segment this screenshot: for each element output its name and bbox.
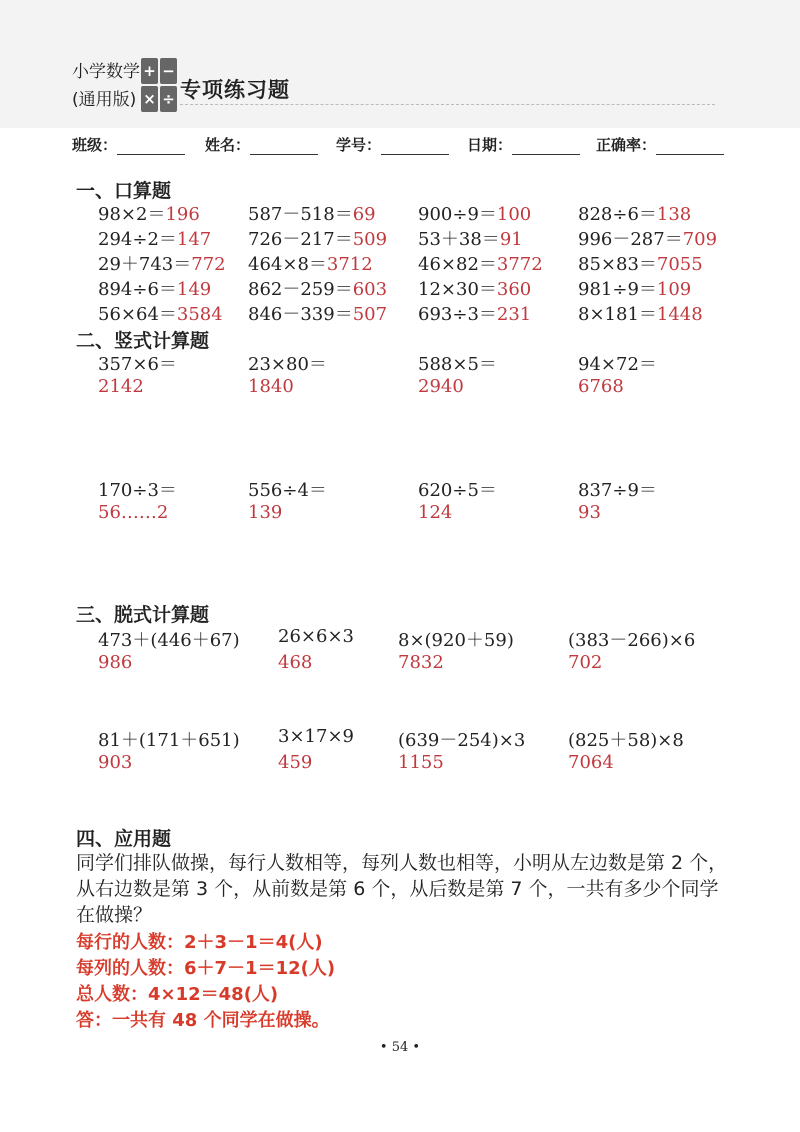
oral-answer: 509 [352, 229, 388, 250]
offhand-answer: 7832 [398, 652, 444, 673]
oral-answer: 138 [656, 204, 692, 225]
oral-answer: 772 [191, 254, 226, 275]
oral-item [248, 200, 376, 226]
class-blank[interactable] [117, 138, 185, 155]
oral-question: 53＋38＝ [418, 229, 500, 250]
oral-question: 587－518＝ [248, 204, 353, 225]
offhand-answer: 468 [278, 652, 313, 673]
oral-answer: 7055 [656, 254, 703, 275]
oral-item [248, 225, 387, 251]
oral-item [248, 275, 387, 301]
offhand-question: 8×(920＋59) [398, 630, 514, 651]
vertical-answer: 2940 [418, 376, 464, 397]
oral-question: 900÷9＝ [418, 204, 497, 225]
oral-question: 726－217＝ [248, 229, 353, 250]
vertical-question: 94×72＝ [578, 354, 657, 375]
offhand-answer: 702 [568, 652, 603, 673]
student-id-blank[interactable] [381, 138, 449, 155]
name-label: 姓名： [205, 136, 251, 154]
oral-question: 85×83＝ [578, 254, 657, 275]
offhand-question: (639－254)×3 [398, 730, 526, 751]
offhand-answer: 986 [98, 652, 133, 673]
page-header [0, 0, 800, 128]
vertical-answer: 124 [418, 502, 453, 523]
oral-item [578, 250, 703, 276]
section-oral-title: 一、口算题 [76, 180, 172, 202]
oral-answer: 603 [352, 279, 388, 300]
offhand-question: 3×17×9 [278, 726, 354, 747]
brand-line-1: 小学数学 [72, 62, 140, 82]
oral-item [98, 250, 226, 276]
oral-item [418, 200, 531, 226]
section-offhand-title: 三、脱式计算题 [76, 604, 210, 626]
solution-answer: 答：一共有 48 个同学在做操。 [76, 1010, 330, 1031]
oral-item [248, 250, 373, 276]
series-title: 专项练习题 [180, 78, 290, 102]
oral-answer: 69 [352, 204, 376, 225]
page-number: • 54 • [379, 1040, 421, 1055]
vertical-question: 357×6＝ [98, 354, 177, 375]
student-id-field[interactable] [336, 134, 449, 155]
oral-question: 862－259＝ [248, 279, 353, 300]
oral-question: 981÷9＝ [578, 279, 657, 300]
header-divider [180, 104, 715, 105]
student-id-label: 学号： [336, 136, 382, 154]
oral-item [98, 300, 223, 326]
oral-item [578, 225, 717, 251]
oral-question: 846－339＝ [248, 304, 353, 325]
vertical-question: 837÷9＝ [578, 480, 657, 501]
offhand-question: (825＋58)×8 [568, 730, 684, 751]
date-field[interactable] [467, 134, 580, 155]
word-problem-text: 同学们排队做操，每行人数相等，每列人数也相等，小明从左边数是第 2 个，从右边数是第 3 个，从前数是第 6 个，从后数是第 7 个，一共有多少个同学在做操？ [76, 852, 728, 926]
operator-icons [141, 58, 177, 112]
oral-item [578, 275, 691, 301]
offhand-answer: 459 [278, 752, 313, 773]
vertical-question: 588×5＝ [418, 354, 497, 375]
vertical-question: 556÷4＝ [248, 480, 327, 501]
accuracy-field[interactable] [596, 134, 724, 155]
offhand-question: 473＋(446＋67) [98, 630, 240, 651]
brand-title [72, 58, 140, 114]
oral-question: 464×8＝ [248, 254, 327, 275]
solution-line-1: 每行的人数：2＋3－1＝4(人) [76, 932, 323, 953]
oral-answer: 147 [176, 229, 212, 250]
oral-answer: 91 [499, 229, 523, 250]
oral-item [418, 225, 523, 251]
oral-item [248, 300, 387, 326]
oral-answer: 360 [496, 279, 532, 300]
solution-line-3: 总人数：4×12＝48(人) [76, 984, 279, 1005]
vertical-answer: 93 [578, 502, 601, 523]
name-blank[interactable] [250, 138, 318, 155]
offhand-answer: 903 [98, 752, 133, 773]
oral-answer: 149 [176, 279, 212, 300]
brand-line-2: (通用版) [72, 90, 137, 110]
plus-icon: + [141, 58, 158, 84]
class-field[interactable] [72, 134, 185, 155]
oral-answer: 231 [496, 304, 532, 325]
offhand-question: (383－266)×6 [568, 630, 696, 651]
oral-question: 29＋743＝ [98, 254, 192, 275]
divide-icon: ÷ [160, 86, 177, 112]
offhand-answer: 7064 [568, 752, 614, 773]
oral-answer: 109 [656, 279, 692, 300]
minus-icon: − [160, 58, 177, 84]
oral-question: 294÷2＝ [98, 229, 177, 250]
vertical-answer: 1840 [248, 376, 294, 397]
vertical-question: 620÷5＝ [418, 480, 497, 501]
oral-question: 894÷6＝ [98, 279, 177, 300]
student-info-bar [72, 134, 732, 160]
oral-question: 996－287＝ [578, 229, 683, 250]
date-blank[interactable] [512, 138, 580, 155]
oral-answer: 100 [496, 204, 532, 225]
name-field[interactable] [205, 134, 318, 155]
oral-question: 693÷3＝ [418, 304, 497, 325]
class-label: 班级： [72, 136, 118, 154]
oral-question: 828÷6＝ [578, 204, 657, 225]
vertical-answer: 6768 [578, 376, 624, 397]
oral-question: 98×2＝ [98, 204, 166, 225]
oral-answer: 1448 [656, 304, 703, 325]
offhand-question: 26×6×3 [278, 626, 354, 647]
vertical-question: 170÷3＝ [98, 480, 177, 501]
offhand-question: 81＋(171＋651) [98, 730, 240, 751]
section-applied-title: 四、应用题 [76, 828, 172, 850]
oral-item [418, 275, 531, 301]
oral-item [418, 300, 531, 326]
solution-line-2: 每列的人数：6＋7－1＝12(人) [76, 958, 336, 979]
oral-question: 56×64＝ [98, 304, 177, 325]
oral-answer: 3772 [496, 254, 543, 275]
vertical-answer: 56……2 [98, 502, 169, 523]
vertical-answer: 2142 [98, 376, 144, 397]
oral-question: 46×82＝ [418, 254, 497, 275]
oral-answer: 196 [165, 204, 200, 225]
offhand-answer: 1155 [398, 752, 444, 773]
oral-question: 12×30＝ [418, 279, 497, 300]
oral-item [98, 275, 211, 301]
section-vertical-title: 二、竖式计算题 [76, 330, 210, 352]
oral-answer: 3712 [326, 254, 373, 275]
vertical-answer: 139 [248, 502, 283, 523]
accuracy-blank[interactable] [656, 138, 724, 155]
oral-item [578, 300, 703, 326]
oral-item [98, 225, 211, 251]
oral-question: 8×181＝ [578, 304, 657, 325]
multiply-icon: × [141, 86, 158, 112]
date-label: 日期： [467, 136, 513, 154]
oral-answer: 507 [352, 304, 388, 325]
oral-answer: 3584 [176, 304, 223, 325]
oral-item [578, 200, 691, 226]
oral-item [418, 250, 543, 276]
oral-answer: 709 [682, 229, 718, 250]
vertical-question: 23×80＝ [248, 354, 327, 375]
accuracy-label: 正确率： [596, 136, 657, 154]
oral-item [98, 200, 200, 226]
